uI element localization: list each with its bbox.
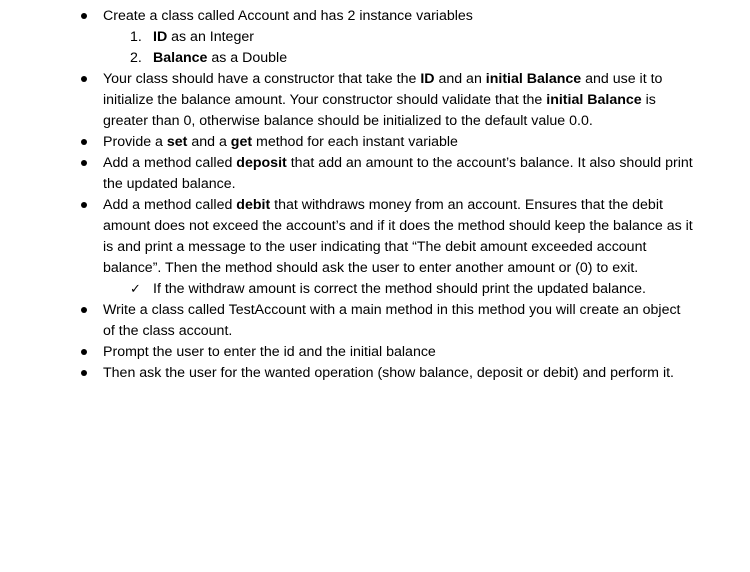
item-text: Then ask the user for the wanted operation (show balance, deposit or debit) and perform it. bbox=[103, 365, 674, 381]
item-text: Your class should have a constructor that take the bbox=[103, 71, 421, 87]
item-bold-text: debit bbox=[236, 197, 271, 213]
item-bold-text: ID bbox=[420, 71, 435, 87]
item-text: as a Double bbox=[207, 50, 288, 66]
item-text: Add a method called bbox=[103, 197, 237, 213]
bullet-item-set-get bbox=[0, 132, 693, 153]
item-bold-text: initial Balance bbox=[546, 92, 642, 108]
bullet-item-deposit bbox=[0, 153, 693, 195]
bullet-icon bbox=[81, 76, 87, 82]
bullet-item-prompt bbox=[0, 342, 693, 363]
number-marker: 1. bbox=[130, 29, 142, 45]
bullet-icon bbox=[81, 139, 87, 145]
item-text: as an Integer bbox=[167, 29, 254, 45]
bullet-item-constructor bbox=[0, 69, 693, 132]
item-text: Create a class called Account and has 2 instance variables bbox=[103, 8, 473, 24]
bullet-icon bbox=[81, 370, 87, 376]
checkmark-icon: ✓ bbox=[130, 282, 141, 297]
item-text: Prompt the user to enter the id and the initial balance bbox=[103, 344, 436, 360]
bullet-item-test-account bbox=[0, 300, 693, 342]
bullet-icon bbox=[81, 349, 87, 355]
item-bold-text: get bbox=[230, 134, 253, 150]
item-bold-text: Balance bbox=[153, 50, 208, 66]
item-text: that add an amount to the account’s balance. It also should print the updated balance. bbox=[103, 155, 693, 192]
item-text: and an bbox=[434, 71, 486, 87]
item-text: is greater than 0, otherwise balance should be initialized to the default value 0.0. bbox=[103, 92, 656, 129]
item-text: If the withdraw amount is correct the method should print the updated balance. bbox=[153, 281, 646, 297]
item-text: Write a class called TestAccount with a main method in this method you will create an object of the class account. bbox=[103, 302, 681, 339]
item-bold-text: set bbox=[166, 134, 188, 150]
bullet-icon bbox=[81, 160, 87, 166]
item-bold-text: initial Balance bbox=[485, 71, 582, 87]
numbered-item-balance bbox=[0, 48, 693, 69]
item-text: Add a method called bbox=[103, 155, 237, 171]
bullet-icon bbox=[81, 202, 87, 208]
item-text: and use it to initialize the balance amount. Your constructor should validate that the bbox=[103, 71, 663, 108]
bullet-item-operation bbox=[0, 363, 693, 384]
document-body bbox=[0, 6, 750, 384]
bullet-icon bbox=[81, 307, 87, 313]
item-text: and a bbox=[187, 134, 231, 150]
item-text: Provide a bbox=[103, 134, 167, 150]
bullet-item-debit bbox=[0, 195, 693, 279]
check-item-withdraw bbox=[0, 279, 693, 300]
numbered-item-id bbox=[0, 27, 693, 48]
item-text: that withdraws money from an account. Ensures that the debit amount does not exceed the account’s and if it does the method should keep the balance as it is and print a message to the user indicating that “The debit amount exceeded account balance”. Then the method should ask the user to enter another amount or (0) to exit. bbox=[103, 197, 693, 276]
bullet-item-class-account bbox=[0, 6, 693, 27]
item-bold-text: deposit bbox=[236, 155, 287, 171]
item-text: method for each instant variable bbox=[252, 134, 458, 150]
number-marker: 2. bbox=[130, 50, 142, 66]
item-bold-text: ID bbox=[153, 29, 168, 45]
bullet-icon bbox=[81, 13, 87, 19]
